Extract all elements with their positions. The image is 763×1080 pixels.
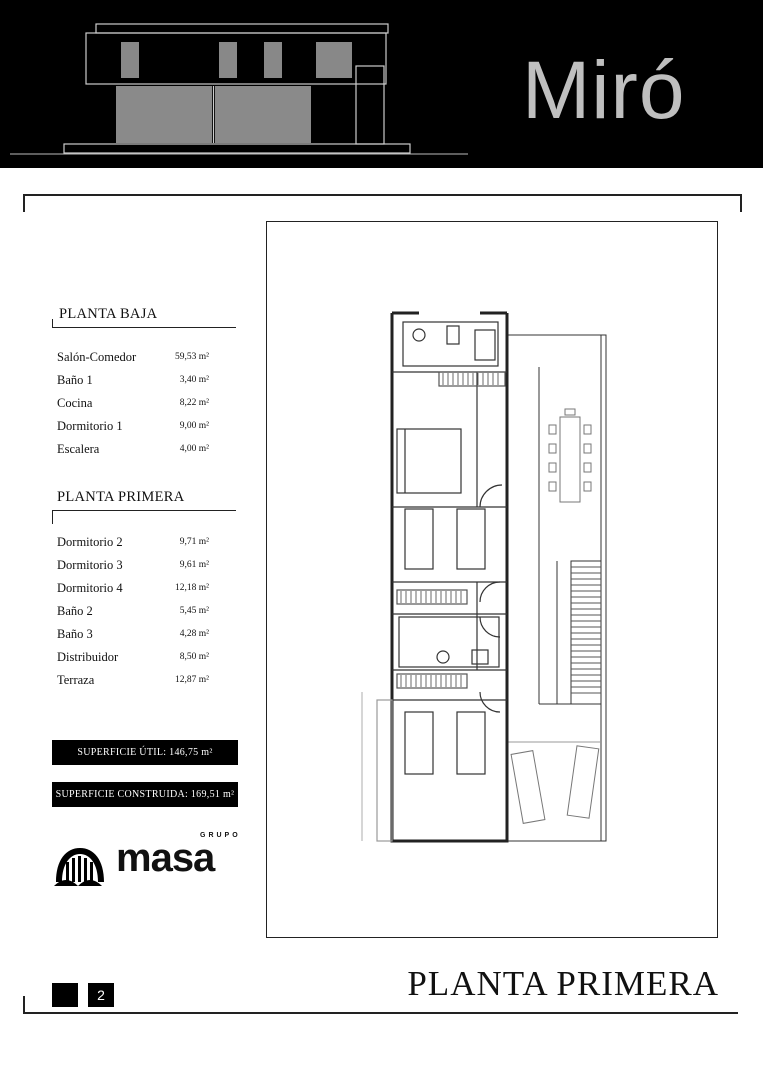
room-name: Dormitorio 3 [57,558,123,572]
masa-logo-mark [52,840,108,888]
room-row [57,673,237,693]
room-row [57,604,237,624]
room-row [57,373,237,393]
planta-baja-underline [52,327,236,328]
room-area: 59,53 m² [175,352,209,362]
useful-area-bar: SUPERFICIE ÚTIL: 146,75 m² [52,740,238,765]
grupo-masa-logo [52,832,242,888]
top-frame-line [23,194,741,196]
room-area: 12,87 m² [175,675,209,685]
top-frame-right-tick [740,194,742,212]
house-elevation-illustration [0,0,480,168]
room-name: Baño 2 [57,604,93,618]
room-row [57,535,237,555]
room-area: 3,40 m² [179,375,209,385]
header-banner [0,0,763,168]
room-area: 9,00 m² [179,421,209,431]
room-name: Distribuidor [57,650,119,664]
logo-group-label: GRUPO [200,832,241,839]
floor-plan-frame [266,221,718,938]
room-name: Cocina [57,396,93,410]
room-area: 4,28 m² [179,629,209,639]
page-number: 2 [88,983,114,1007]
room-name: Escalera [57,442,100,456]
room-row [57,558,237,578]
room-row [57,627,237,647]
room-area: 12,18 m² [175,583,209,593]
room-name: Dormitorio 2 [57,535,123,549]
logo-wordmark: masa [116,836,215,880]
room-row [57,419,237,439]
room-area: 4,00 m² [179,444,209,454]
room-name: Baño 3 [57,627,93,641]
room-area: 9,61 m² [179,560,209,570]
room-name: Baño 1 [57,373,93,387]
room-area: 8,50 m² [179,652,209,662]
planta-baja-title: PLANTA BAJA [59,306,158,322]
planta-primera-underline-tick [52,510,53,524]
room-name: Dormitorio 1 [57,419,123,433]
first-floor-plan [267,222,717,937]
room-row [57,442,237,462]
room-row [57,396,237,416]
built-area-bar: SUPERFICIE CONSTRUIDA: 169,51 m² [52,782,238,807]
planta-primera-title: PLANTA PRIMERA [57,489,185,505]
page-heading: PLANTA PRIMERA [407,964,719,1003]
room-name: Terraza [57,673,95,687]
room-row [57,650,237,670]
room-name: Salón-Comedor [57,350,137,364]
bottom-frame-left-tick [23,996,25,1013]
room-area: 9,71 m² [179,537,209,547]
room-area: 8,22 m² [179,398,209,408]
room-row [57,350,237,370]
planta-primera-underline [52,510,236,511]
room-name: Dormitorio 4 [57,581,123,595]
planta-baja-underline-tick [52,319,53,328]
room-row [57,581,237,601]
top-frame-left-tick [23,194,25,212]
project-title: Miró [522,45,686,136]
page-marker-square [52,983,78,1007]
bottom-frame-line [23,1012,738,1014]
room-area: 5,45 m² [179,606,209,616]
